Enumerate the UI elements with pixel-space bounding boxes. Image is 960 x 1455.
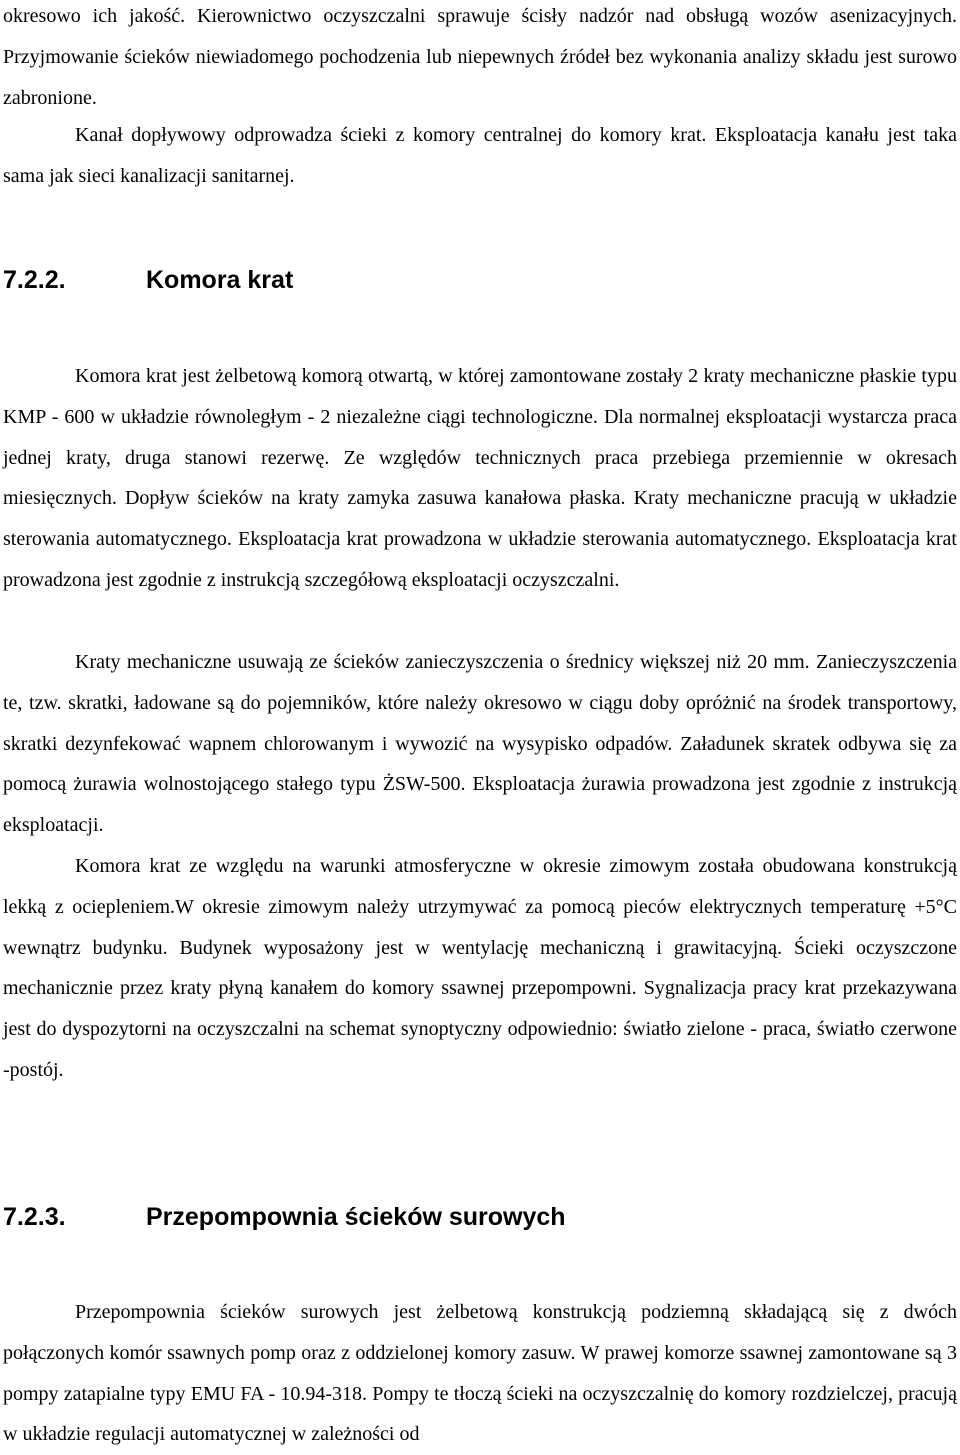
paragraph-komora-krat-1: Komora krat jest żelbetową komorą otwartą, w której zamontowane zostały 2 kraty mechaniczne płaskie typu KMP - 600 w układzie równoległym - 2 niezależne ciągi technologiczne. Dla normalnej eksploatacji wystarcza praca jednej kraty, druga stanowi rezerwę. Ze względów technicznych praca przebiega przemiennie w okresach miesięcznych. Dopływ ścieków na kraty zamyka zasuwa kanałowa płaska. Kraty mechaniczne pracują w układzie sterowania automatycznego. Eksploatacja krat prowadzona w układzie sterowania automatycznego. Eksploatacja krat prowadzona jest zgodnie z instrukcją szczegółową eksploatacji oczyszczalni. — [3, 365, 957, 591]
paragraph-przepompownia-1: Przepompownia ścieków surowych jest żelbetową konstrukcją podziemną składającą się z dwóch połączonych komór ssawnych pomp oraz z oddzielonej komory zasuw. W prawej komorze ssawnej zamontowane są 3 pompy zatapialne typy EMU FA - 10.94-318. Pompy te tłoczą ścieki na oczyszczalnię do komory rozdzielczej, pracują w układzie regulacji automatycznej w zależności od — [3, 1301, 957, 1446]
paragraph-komora-krat-2: Kraty mechaniczne usuwają ze ścieków zanieczyszczenia o średnicy większej niż 20 mm. Zanieczyszczenia te, tzw. skratki, ładowane są do pojemników, które należy okresowo w ciągu doby opróżnić na środek transportowy, skratki dezynfekować wapnem chlorowanym i wywozić na wysypisko odpadów. Załadunek skratek odbywa się za pomocą żurawia wolnostojącego stałego typu ŻSW-500. Eksploatacja żurawia prowadzona jest zgodnie z instrukcją eksploatacji. — [3, 651, 957, 837]
paragraph-continuation-2: Kanał dopływowy odprowadza ścieki z komory centralnej do komory krat. Eksploatacja kanału jest taka sama jak sieci kanalizacji sanitarnej. — [3, 124, 957, 187]
section-title: Komora krat — [146, 266, 294, 294]
section-number: 7.2.3. — [3, 1203, 66, 1231]
paragraph-continuation-1: okresowo ich jakość. Kierownictwo oczyszczalni sprawuje ścisły nadzór nad obsługą wozów asenizacyjnych. Przyjmowanie ścieków niewiadomego pochodzenia lub niepewnych źródeł bez wykonania analizy składu jest surowo zabronione. — [3, 5, 957, 109]
section-title: Przepompownia ścieków surowych — [146, 1203, 566, 1231]
section-number: 7.2.2. — [3, 266, 66, 294]
paragraph-komora-krat-3: Komora krat ze względu na warunki atmosferyczne w okresie zimowym została obudowana konstrukcją lekką z ociepleniem.W okresie zimowym należy utrzymywać za pomocą pieców elektrycznych temperaturę +5°C wewnątrz budynku. Budynek wyposażony jest w wentylację mechaniczną i grawitacyjną. Ścieki oczyszczone mechanicznie przez kraty płyną kanałem do komory ssawnej przepompowni. Sygnalizacja pracy krat przekazywana jest do dyspozytorni na oczyszczalni na schemat synoptyczny odpowiednio: światło zielone - praca, światło czerwone -postój. — [3, 855, 957, 1081]
section-heading-7-2-3 — [3, 1203, 566, 1232]
section-heading-7-2-2 — [3, 266, 293, 295]
